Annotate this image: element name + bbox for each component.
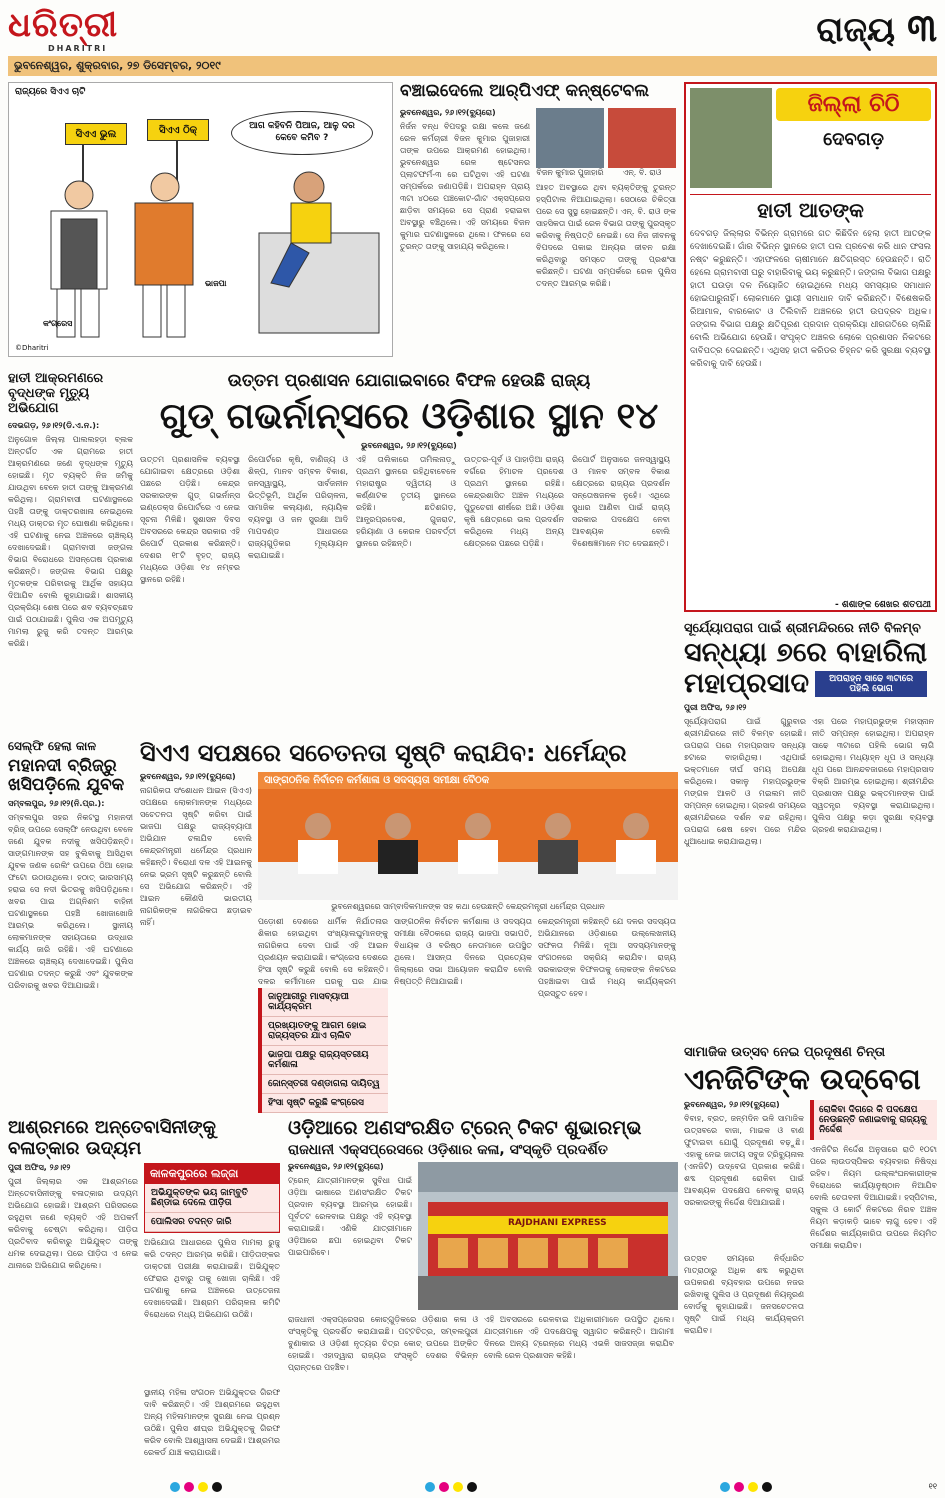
ashram-body-3: ସ୍ଥାନୀୟ ମହିଳା ସଂଗଠନ ଅଭିଯୁକ୍ତର ଗିରଫ ଦାବି କରିଛନ୍ତି। ଏହି ଆଶ୍ରମରେ ରହୁଥିବା ଅନ୍ୟ ମହିଳାମାନଙ୍କ ସୁରକ୍ଷା ନେଇ ପ୍ରଶ୍ନ ଉଠିଛି। ପୁଲିସ ଶୀଘ୍ର ଅଭିଯୁକ୍ତକୁ ଗିରଫ କରିବ ବୋଲି ଆଶ୍ୱାସନା ଦେଇଛି। ଆଶ୍ରମର ରେକର୍ଡ ଯାଞ୍ଚ କରାଯାଉଛି। xyxy=(144,1388,280,1458)
caa-body-4: କେନ୍ଦ୍ରମନ୍ତ୍ରୀ କହିଛନ୍ତି ଯେ ଦଳର ସଦସ୍ୟତା ଅଭିଯାନରେ ଓଡ଼ିଶାରେ ଉଲ୍ଲେଖନୀୟ ସଫଳତା ମିଳିଛି। ନୂଆ ସଦସ୍ୟମାନଙ୍କୁ ସଂଗଠନରେ ସକ୍ରିୟ କରାଯିବ। ରାଜ୍ୟ ସରକାରଙ୍କ ବିଫଳତାକୁ ଲୋକଙ୍କ ନିକଟରେ ପହଞ୍ଚାଇବା ପାଇଁ ମଧ୍ୟ କାର୍ଯ୍ୟକ୍ରମ ପ୍ରସ୍ତୁତ ହେବ। xyxy=(538,916,676,998)
caa-bullet: ପ୍ରଖ୍ୟାତଙ୍କୁ ଆଗମ ହୋଇ ରାଜ୍ୟସ୍ତର ଯାଏ ଚାଲିବ xyxy=(262,1017,388,1046)
jagannath-body-1: ସୂର୍ଯ୍ୟୋପରାଗ ପାଇଁ ଗୁରୁବାର ଶ୍ରୀମନ୍ଦିରରେ ନୀତି ବିଳମ୍ବ ହୋଇଛି। ଉପରାଗ ପରେ ମହାପ୍ରସାଦ ସନ୍ଧ୍ୟା ୭ଟାରେ ବାହାରିଥିଲା। ଏଥିପାଇଁ ଭକ୍ତମାନେ ଦୀର୍ଘ ସମୟ ଅପେକ୍ଷା କରିଥିଲେ। ସକାଳୁ ମହାପ୍ରଭୁଙ୍କ ମଙ୍ଗଳ ଆଳତି ଓ ମଇଲମ ନୀତି ସମ୍ପନ୍ନ ହୋଇଥିଲା। ଗ୍ରହଣ ସମୟରେ ଶ୍ରୀମନ୍ଦିରରେ ଦର୍ଶନ ବନ୍ଦ ରହିଥିଲା। ଉପରାଗ ଶେଷ ହେବା ପରେ ମନ୍ଦିର ଧୁଆଧୋଇ କରାଯାଇଥିଲା। xyxy=(684,717,806,847)
caa-photo-banner: ସାଙ୍ଗଠନିକ ନିର୍ବାଚନ କର୍ମଶାଳା ଓ ସଦସ୍ୟତା ସମୀକ୍ଷା ବୈଠକ xyxy=(258,772,678,789)
logo-subtitle: DHARITRI xyxy=(48,44,108,53)
caa-story xyxy=(140,740,678,1110)
caa-bullet-box xyxy=(258,988,388,1113)
train-illustration xyxy=(418,1162,678,1310)
ngt-body-1: ବିବାହ, ବ୍ରତ, ଜନ୍ମଦିନ ଭଳି ସାମାଜିକ ଉତ୍ସବରେ ବାଜା, ମାଇକ ଓ ବାଣ ଫୁଟାଇବା ଯୋଗୁଁ ପ୍ରଦୂଷଣ ବଢ଼ୁଛି। ଏହାକୁ ନେଇ ଜାତୀୟ ସବୁଜ ଟ୍ରିବ୍ୟୁନାଲ (ଏନଜିଟି) ଉଦ୍‌ବେଗ ପ୍ରକାଶ କରିଛି। ଶବ୍ଦ ପ୍ରଦୂଷଣ ରୋକିବା ପାଇଁ ଆବଶ୍ୟକ ପଦକ୍ଷେପ ନେବାକୁ ରାଜ୍ୟ ସରକାରଙ୍କୁ ନିର୍ଦ୍ଦେଶ ଦିଆଯାଇଛି। xyxy=(684,1114,804,1208)
jagannath-byline: ପୁରୀ ଅଫିସ, ୨୬।୧୨ xyxy=(684,703,747,713)
mahanadi-body: ସମ୍ବଲପୁର ସହର ନିକଟସ୍ଥ ମହାନଦୀ ବ୍ରିଜ୍ ଉପରେ ସେଲ୍‌ଫି ନେଉଥିବା ବେଳେ ଜଣେ ଯୁବକ ନଦୀକୁ ଖସିପଡ଼ିଛନ୍ତି। ସାଙ୍ଗମାନଙ୍କ ସହ ବୁଲିବାକୁ ଆସିଥିବା ଯୁବକ ଜଣକ ରେଲିଂ ଉପରେ ଠିଆ ହୋଇ ଫଟୋ ଉଠାଉଥିଲେ। ହଠାତ୍ ଭାରସାମ୍ୟ ହରାଇ ସେ ନଦୀ ଭିତରକୁ ଖସିପଡ଼ିଥିଲେ। ଖବର ପାଇ ଅଗ୍ନିଶମ ବାହିନୀ ଘଟଣାସ୍ଥଳରେ ପହଞ୍ଚି ଖୋଜାଖୋଜି ଆରମ୍ଭ କରିଥିଲେ। ସ୍ଥାନୀୟ ଲୋକମାନଙ୍କ ସହାୟତାରେ ଉଦ୍ଧାର କାର୍ଯ୍ୟ ଜାରି ରହିଛି। ଏହି ଘଟଣାରେ ଅଞ୍ଚଳରେ ଚାଞ୍ଚଲ୍ୟ ଦେଖାଦେଇଛି। ପୁଲିସ ଘଟଣାର ତଦନ୍ତ କରୁଛି ଏବଂ ଯୁବକଙ୍କ ପରିବାରକୁ ଖବର ଦିଆଯାଇଛି। xyxy=(8,812,133,990)
rpf-photo-1-caption: ବିଜନ କୁମାର ପୁଜାହାରି xyxy=(536,167,604,177)
jagannath-headline-2: ମହାପ୍ରସାଦ xyxy=(684,667,810,699)
train-byline: ଭୁବନେଶ୍ୱର, ୨୬।୧୨(ବ୍ୟୁରୋ) xyxy=(288,1161,384,1171)
ngt-byline: ଭୁବନେଶ୍ୱର, ୨୬।୧୨(ବ୍ୟୁରୋ) xyxy=(684,1100,780,1110)
footer-color-marks-left xyxy=(170,1482,222,1492)
district-headline: ହାତୀ ଆତଙ୍କ xyxy=(690,194,931,222)
governance-headline: ଗୁଡ୍ ଗଭର୍ନାନ୍ସରେ ଓଡ଼ିଶାର ସ୍ଥାନ ୧୪ xyxy=(159,395,659,437)
caa-bullet: ଜୋନ୍‌ସ୍ତରୀ ଦଣ୍ଡାଗଲା ଦାୟିତ୍ୱ xyxy=(262,1075,388,1094)
governance-body-2: ରିପୋର୍ଟରେ କୃଷି, ବାଣିଜ୍ୟ ଓ ଶିଳ୍ପ, ମାନବ ସମ୍ବଳ ବିକାଶ, ଜନସ୍ୱାସ୍ଥ୍ୟ, ସାର୍ବଜନୀନ ଭିତ୍ତିଭୂମି, ଆର୍ଥିକ ପରିଚାଳନା, ସାମାଜିକ କଲ୍ୟାଣ, ନ୍ୟାୟିକ ବ୍ୟବସ୍ଥା ଓ ଜନ ସୁରକ୍ଷା ଆଦି ମାପଦଣ୍ଡ ଆଧାରରେ ରାଜ୍ୟଗୁଡ଼ିକର ମୂଲ୍ୟାୟନ କରାଯାଇଛି। xyxy=(248,454,348,560)
governance-body-1: ଉତ୍ତମ ପ୍ରଶାସନିକ ବ୍ୟବସ୍ଥା ଯୋଗାଇବା କ୍ଷେତ୍ରରେ ଓଡ଼ିଶା ପଛରେ ପଡ଼ିଛି। କେନ୍ଦ୍ର ସରକାରଙ୍କ ଗୁଡ୍ ଗଭର୍ନାନ୍ସ ଇଣ୍ଡେକ୍ସ ରିପୋର୍ଟରେ ଏ ନେଇ ସୂଚନା ମିଳିଛି। ସୁଶାସନ ଦିବସ ଅବସରରେ କେନ୍ଦ୍ର ସରକାର ଏହି ରିପୋର୍ଟ ପ୍ରକାଶ କରିଛନ୍ତି। ଦେଶର ୧୮ଟି ବୃହତ୍ ରାଜ୍ୟ ମଧ୍ୟରେ ଓଡ଼ିଶା ୧୪ ନମ୍ବର ସ୍ଥାନରେ ରହିଛି। xyxy=(140,454,240,584)
governance-body-3: ଏହି ତାଲିକାରେ ତାମିଲନାଡ଼ୁ ପ୍ରଥମ ସ୍ଥାନରେ ରହିଥିବାବେଳେ ମହାରାଷ୍ଟ୍ର ଦ୍ୱିତୀୟ ଓ କର୍ଣ୍ଣାଟକ ତୃତୀୟ ସ୍ଥାନରେ ରହିଛି। ଛତିଶଗଡ଼, ଆନ୍ଧ୍ରପ୍ରଦେଶ, ଗୁଜରାଟ, ହରିୟାଣା ଓ କେରଳ ପରବର୍ତ୍ତୀ ସ୍ଥାନରେ ରହିଛନ୍ତି। xyxy=(356,454,456,548)
page-number: ୩ xyxy=(907,6,937,50)
train-body-3: ଏହି ଅବସରରେ ରେଳବାଇ ଅଧିକାରୀମାନେ ଉପସ୍ଥିତ ଥିଲେ। ଯାତ୍ରୀମାନେ ଏହି ପଦକ୍ଷେପକୁ ସ୍ୱାଗତ କରିଛନ୍ତି। ଆଗାମୀ ଦିନରେ ଅନ୍ୟ ଟ୍ରେନ୍‌ରେ ମଧ୍ୟ ଏଭଳି ସାଜସଜ୍ଜା କରାଯିବ ବୋଲି ରେଳ ପ୍ରଶାସନ କହିଛି। xyxy=(484,1314,674,1360)
section-label: ରାଜ୍ୟ xyxy=(816,10,895,50)
cartoon-label-congress: କଂଗ୍ରେସ xyxy=(43,319,73,328)
ngt-body-3: ଏନଜିଟିର ନିର୍ଦ୍ଦେଶ ଅନୁସାରେ ରାତି ୧୦ଟା ପରେ ଲାଉଡସ୍ପିକର ବ୍ୟବହାର ନିଷିଦ୍ଧ ରହିବ। ନିୟମ ଉଲ୍ଲଂଘନକାରୀଙ୍କ ବିରୋଧରେ କାର୍ଯ୍ୟାନୁଷ୍ଠାନ ନିଆଯିବ ବୋଲି ଚେତାବନୀ ଦିଆଯାଇଛି। ହସ୍ପିଟାଲ, ସ୍କୁଲ ଓ କୋର୍ଟ ନିକଟରେ ନିରବ ଅଞ୍ଚଳ ନିୟମ କଡ଼ାକଡ଼ି ଭାବେ ଲାଗୁ ହେବ। ଏହି ନିର୍ଦ୍ଦେଶର କାର୍ଯ୍ୟକାରିତା ଉପରେ ନିୟମିତ ସମୀକ୍ଷା କରାଯିବ। xyxy=(810,1145,937,1251)
train-photo xyxy=(418,1162,678,1310)
rpf-story xyxy=(400,82,676,362)
mahanadi-headline: ମହାନଦୀ ବ୍ରିଜ୍‌ରୁ ଖସିପଡ଼ିଲେ ଯୁବକ xyxy=(8,755,125,796)
dateline: ଭୁବନେଶ୍ୱର, ଶୁକ୍ରବାର, ୨୭ ଡିସେମ୍ବର, ୨୦୧୯ xyxy=(8,56,937,76)
jagannath-kicker: ସୂର୍ଯ୍ୟୋପରାଗ ପାଇଁ ଶ୍ରୀମନ୍ଦିରରେ ନୀତି ବିଳମ୍ବ xyxy=(684,621,921,636)
footer-page-code: ୧୧ xyxy=(928,1482,937,1491)
rpf-byline: ଭୁବନେଶ୍ୱର, ୨୬।୧୨(ବ୍ୟୁରୋ) xyxy=(400,107,496,117)
district-banner: ଜିଲ୍ଲା ଚିଠି xyxy=(776,88,931,121)
train-label: RAJDHANI EXPRESS xyxy=(508,1217,607,1228)
ngt-sidebar: ରୋକିବା ଦିଗରେ କି ପଦକ୍ଷେପ ନେଉଛନ୍ତି ଜଣାଇବାକୁ ରାଜ୍ୟକୁ ନିର୍ଦ୍ଦେଶ xyxy=(810,1100,937,1140)
footer-color-marks-center xyxy=(425,1482,477,1492)
cartoon-sign-1: ସିଏଏ ଭୁଲ xyxy=(65,123,127,145)
rpf-photo-2-caption: ଏନ୍. ବି. ରାଓ xyxy=(622,167,662,177)
governance-body-5: ରିପୋର୍ଟ ଅନୁସାରେ ଜନସ୍ୱାସ୍ଥ୍ୟ ଓ ମାନବ ସମ୍ବଳ ବିକାଶ କ୍ଷେତ୍ରରେ ରାଜ୍ୟର ପ୍ରଦର୍ଶନ ସନ୍ତୋଷଜନକ ନୁହେଁ। ଏଥିରେ ସୁଧାର ଆଣିବା ପାଇଁ ରାଜ୍ୟ ସରକାର ପଦକ୍ଷେପ ନେବା ଆବଶ୍ୟକ ବୋଲି ବିଶେଷଜ୍ଞମାନେ ମତ ଦେଇଛନ୍ତି। xyxy=(572,454,670,548)
ashram-body-1: ପୁରୀ ଜିଲ୍ଲାର ଏକ ଆଶ୍ରମରେ ଅନ୍ତେବାସିନୀଙ୍କୁ ବଳାତ୍କାର ଉଦ୍ୟମ ଅଭିଯୋଗ ହୋଇଛି। ଆଶ୍ରମ ପରିସରରେ ରହୁଥିବା ଜଣେ ବ୍ୟକ୍ତି ଏହି ଅପକର୍ମ କରିବାକୁ ଚେଷ୍ଟା କରିଥିଲା। ପୀଡ଼ିତା ପ୍ରତିବାଦ କରିବାରୁ ଅଭିଯୁକ୍ତ ତାଙ୍କୁ ଧମକ ଦେଇଥିଲା। ପରେ ପୀଡ଼ିତା ଏ ନେଇ ଥାନାରେ ଅଭିଯୋଗ କରିଥିଲେ। xyxy=(8,1177,138,1271)
elephant-death-headline: ହାତୀ ଆକ୍ରମଣରେ ବୃଦ୍ଧଙ୍କ ମୃତ୍ୟୁ ଅଭିଯୋଗ xyxy=(8,371,104,416)
footer-color-marks-right xyxy=(720,1482,772,1492)
train-body-2: ରାଜଧାନୀ ଏକ୍ସପ୍ରେସର କୋଚ୍‌ଗୁଡ଼ିକରେ ଓଡ଼ିଶାର କଳା ଓ ସଂସ୍କୃତିକୁ ପ୍ରଦର୍ଶିତ କରାଯାଇଛି। ପଟ୍ଟଚିତ୍ର, ସମ୍ବଲପୁରୀ ବୁଣାକାର ଓ ଓଡ଼ିଶୀ ନୃତ୍ୟର ଚିତ୍ର କୋଚ୍ ଉପରେ ଅଙ୍କିତ ହୋଇଛି। ଏହାଦ୍ୱାରା ରାଜ୍ୟର ସଂସ୍କୃତି ଦେଶର ବିଭିନ୍ନ ପ୍ରାନ୍ତରେ ପହଞ୍ଚିବ। xyxy=(288,1314,478,1372)
ashram-body-2: ଅଭିଯୋଗ ଆଧାରରେ ପୁଲିସ ମାମଲା ରୁଜୁ କରି ତଦନ୍ତ ଆରମ୍ଭ କରିଛି। ପୀଡ଼ିତାଙ୍କର ଡାକ୍ତରୀ ପରୀକ୍ଷା କରାଯାଇଛି। ଅଭିଯୁକ୍ତ ଫେରାର ଥିବାରୁ ତାକୁ ଖୋଜା ଚାଲିଛି। ଏହି ଘଟଣାକୁ ନେଇ ଅଞ୍ଚଳରେ ଉତ୍ତେଜନା ଦେଖାଦେଇଛି। ଆଶ୍ରମ ପରିଚାଳନା କମିଟି ବିରୋଧରେ ମଧ୍ୟ ଅଭିଯୋଗ ଉଠିଛି। xyxy=(144,1238,280,1320)
train-headline: ଓଡ଼ିଆରେ ଅଣସଂରକ୍ଷିତ ଟ୍ରେନ୍ ଟିକଟ ଶୁଭାରମ୍ଭ xyxy=(288,1117,642,1139)
ashram-sidebar-item: ଅଭିଯୁକ୍ତଙ୍କ ଭୟ ଜାମ୍ବୁତି ଛିଣ୍ଡାଇ ଦେଲେ ପୀଡ଼ିତା xyxy=(145,1184,279,1213)
mahanadi-story xyxy=(8,740,133,1110)
train-story xyxy=(288,1118,678,1468)
rpf-photo-1 xyxy=(536,108,604,168)
cartoon xyxy=(8,82,393,357)
cartoon-label: ରାଜ୍ୟରେ ସିଏଏ ଚାଟି xyxy=(15,87,86,97)
ashram-story xyxy=(8,1118,280,1468)
mahanadi-kicker: ସେଲ୍‌ଫି ହେଲା କାଳ xyxy=(8,739,97,753)
caa-bullet: ଜାନୁଆରୀରୁ ମାସବ୍ୟାପୀ କାର୍ଯ୍ୟକ୍ରମ xyxy=(262,988,388,1017)
ngt-story xyxy=(684,1046,937,1466)
district-author: - ଶଶାଙ୍କ ଶେଖର ଶତପଥୀ xyxy=(835,600,931,610)
district-photo xyxy=(690,88,772,188)
jagannath-headline-1: ସନ୍ଧ୍ୟା ୭ରେ ବାହାରିଲା xyxy=(684,636,928,668)
caa-bullet: ଭାଜପା ପକ୍ଷରୁ ରାଜ୍ୟସ୍ତରୀୟ କର୍ମଶାଳା xyxy=(262,1046,388,1075)
cartoon-speech-bubble: ଆଗ କହିବନି ପିଆଜ, ଆଳୁ ଦର କେବେ କମିବ ? xyxy=(231,111,373,155)
caa-bullet: ହିଂସା ସୃଷ୍ଟି କରୁଛି କଂଗ୍ରେସ xyxy=(262,1094,388,1113)
elephant-death-byline: ଦେଭଗଡ଼, ୨୬।୧୨(ଡି.ଏ.ନ.): xyxy=(8,420,100,430)
ashram-byline: ପୁରୀ ଅଫିସ, ୨୬।୧୨ xyxy=(8,1163,71,1173)
cartoon-figures xyxy=(9,83,393,357)
ashram-sidebar-title: କାଳକପୁରରେ ଲଜ୍ଜା xyxy=(145,1164,279,1184)
caa-headline: ସିଏଏ ସପକ୍ଷରେ ସଚେତନତା ସୃଷ୍ଟି କରାଯିବ: ଧର୍ମେନ୍ଦ୍ର xyxy=(140,739,627,767)
cartoon-credit: ©Dharitri xyxy=(15,344,49,352)
jagannath-body-2: ଏହା ପରେ ମହାପ୍ରଭୁଙ୍କ ମହାସ୍ନାନ ନୀତି ସମ୍ପନ୍ନ ହୋଇଥିଲା। ଅପରାହ୍ନ ସାଢେ ୩ଟାରେ ପହିଲି ଭୋଗ ଲାଗି ହୋଇଥିଲା। ମଧ୍ୟାହ୍ନ ଧୂପ ଓ ସନ୍ଧ୍ୟା ଧୂପ ପରେ ଆନନ୍ଦବଜାରରେ ମହାପ୍ରସାଦ ବିକ୍ରି ଆରମ୍ଭ ହୋଇଥିଲା। ଶ୍ରୀମନ୍ଦିର ପ୍ରଶାସନ ପକ୍ଷରୁ ଭକ୍ତମାନଙ୍କ ପାଇଁ ସ୍ୱତନ୍ତ୍ର ବ୍ୟବସ୍ଥା କରାଯାଇଥିଲା। ପୁଲିସ ପକ୍ଷରୁ କଡ଼ା ସୁରକ୍ଷା ବ୍ୟବସ୍ଥା ଗ୍ରହଣ କରାଯାଇଥିଲା। xyxy=(812,717,934,835)
mahanadi-byline: ସମ୍ବଲପୁର, ୨୬।୧୨(ନି.ପ୍ର.): xyxy=(8,798,105,808)
jagannath-tag: ଅପରାହ୍ନ ସାଢେ ୩ଟାରେ ପହିଲି ଭୋଗ xyxy=(815,671,927,697)
logo-text: ଧରିତ୍ରୀ xyxy=(8,5,119,45)
governance-body-4: ଉତ୍ତର-ପୂର୍ବ ଓ ପାହାଡ଼ିଆ ରାଜ୍ୟ ବର୍ଗରେ ହିମାଚଳ ପ୍ରଦେଶ ପ୍ରଥମ ସ୍ଥାନରେ ରହିଛି। କେନ୍ଦ୍ରଶାସିତ ଅଞ୍ଚଳ ମଧ୍ୟରେ ପୁଡୁଚେରୀ ଶୀର୍ଷରେ ଅଛି। ଓଡ଼ିଶା କୃଷି କ୍ଷେତ୍ରରେ ଭଲ ପ୍ରଦର୍ଶନ କରିଥିଲେ ମଧ୍ୟ ଅନ୍ୟ କ୍ଷେତ୍ରରେ ପଛରେ ପଡ଼ିଛି। xyxy=(464,454,564,548)
ashram-sidebar xyxy=(144,1163,280,1233)
train-body-1: ଟ୍ରେନ୍ ଯାତ୍ରୀମାନଙ୍କ ସୁବିଧା ପାଇଁ ଓଡ଼ିଆ ଭାଷାରେ ଅଣସଂରକ୍ଷିତ ଟିକଟ ପ୍ରଦାନ ବ୍ୟବସ୍ଥା ଆରମ୍ଭ ହୋଇଛି। ପୂର୍ବତଟ ରେଳବାଇ ପକ୍ଷରୁ ଏହି ବ୍ୟବସ୍ଥା କରାଯାଇଛି। ଏଣିକି ଯାତ୍ରୀମାନେ ଓଡ଼ିଆରେ ଛପା ହୋଇଥିବା ଟିକଟ ପାଇପାରିବେ। xyxy=(288,1175,412,1257)
cartoon-label-bjp: ଭାଜପା xyxy=(205,279,227,288)
caa-body-2: ପଡ଼ୋଶୀ ଦେଶରେ ଧାର୍ମିକ ନିର୍ଯାତନାର ଶିକାର ହୋଇଥିବା ସଂଖ୍ୟାଲଘୁମାନଙ୍କୁ ନାଗରିକତା ଦେବା ପାଇଁ ଏହି ଆଇନ ପ୍ରଣୟନ କରାଯାଇଛି। କଂଗ୍ରେସ ଦେଶରେ ହିଂସା ସୃଷ୍ଟି କରୁଛି ବୋଲି ସେ କହିଛନ୍ତି। ଦଳର କର୍ମୀମାନେ ଘରକୁ ଘର ଯାଇ xyxy=(258,916,388,986)
ngt-body-2: ଉତ୍ସବ ସମୟରେ ନିର୍ଦ୍ଧାରିତ ମାତ୍ରାଠାରୁ ଅଧିକ ଶବ୍ଦ କରୁଥିବା ଉପକରଣ ବ୍ୟବହାର ଉପରେ ନଜର ରଖିବାକୁ ପୁଲିସ ଓ ପ୍ରଦୂଷଣ ନିୟନ୍ତ୍ରଣ ବୋର୍ଡକୁ କୁହାଯାଇଛି। ଜନସଚେତନତା ସୃଷ୍ଟି ପାଇଁ ମଧ୍ୟ କାର୍ଯ୍ୟକ୍ରମ କରାଯିବ। xyxy=(684,1254,804,1336)
rpf-photo-2 xyxy=(608,108,676,168)
good-governance-story xyxy=(140,372,678,732)
caa-body-3: ସାଙ୍ଗଠନିକ ନିର୍ବାଚନ କର୍ମଶାଳା ଓ ସଦସ୍ୟତା ସମୀକ୍ଷା ବୈଠକରେ ରାଜ୍ୟ ଭାଜପା ସଭାପତି, ବିଧାୟକ ଓ ବରିଷ୍ଠ ନେତାମାନେ ଉପସ୍ଥିତ ଥିଲେ। ଆସନ୍ତା ଦିନରେ ପ୍ରତ୍ୟେକ ଜିଲ୍ଲାରେ ସଭା ଆୟୋଜନ କରାଯିବ ବୋଲି ନିଷ୍ପତ୍ତି ନିଆଯାଇଛି। xyxy=(394,916,532,986)
ngt-kicker: ସାମାଜିକ ଉତ୍ସବ ନେଇ ପ୍ରଦୂଷଣ ଚିନ୍ତା xyxy=(684,1045,886,1060)
district-name: ଦେବଗଡ଼ xyxy=(823,129,884,150)
elephant-death-story xyxy=(8,372,133,734)
caa-byline: ଭୁବନେଶ୍ୱର, ୨୬।୧୨(ବ୍ୟୁରୋ) xyxy=(140,771,236,781)
caa-photo-people xyxy=(258,792,678,900)
governance-byline: ଭୁବନେଶ୍ୱର, ୨୬।୧୨(ବ୍ୟୁରୋ) xyxy=(361,440,457,450)
cartoon-sign-2: ସିଏଏ ଠିକ୍ xyxy=(147,119,209,141)
rpf-headline: ବଞ୍ଚାଇଦେଲେ ଆର୍‌ପିଏଫ୍ କନ୍‌ଷ୍ଟେବଲ xyxy=(400,81,650,101)
jagannath-story xyxy=(684,622,937,1042)
train-subhead: ରାଜଧାନୀ ଏକ୍ସପ୍ରେସରେ ଓଡ଼ିଶାର କଳା, ସଂସ୍କୃତି ପ୍ରଦର୍ଶିତ xyxy=(288,1141,608,1158)
ngt-headline: ଏନଜିଟିଙ୍କ ଉଦ୍‌ବେଗ xyxy=(684,1061,921,1096)
ashram-headline: ଆଶ୍ରମରେ ଅନ୍ତେବାସିନୀଙ୍କୁ ବଳାତ୍କାର ଉଦ୍ୟମ xyxy=(8,1117,216,1159)
ashram-sidebar-item: ପୋଲିସର ତଦନ୍ତ ଜାରି xyxy=(145,1213,279,1232)
governance-kicker: ଉତ୍ତମ ପ୍ରଶାସନ ଯୋଗାଇବାରେ ବିଫଳ ହେଉଛି ରାଜ୍ୟ xyxy=(227,371,591,391)
elephant-death-body: ଅନୁଗୋଳ ଜିଲ୍ଲା ପାଲଲହଡ଼ା ବ୍ଲକ ଅନ୍ତର୍ଗତ ଏକ ଗ୍ରାମରେ ହାତୀ ଆକ୍ରମଣରେ ଜଣେ ବୃଦ୍ଧଙ୍କ ମୃତ୍ୟୁ ହୋଇଛି। ମୃତ ବ୍ୟକ୍ତି ନିଜ ଜମିକୁ ଯାଉଥିବା ବେଳେ ହାତୀ ତାଙ୍କୁ ଆକ୍ରମଣ କରିଥିଲା। ଗ୍ରାମବାସୀ ଘଟଣାସ୍ଥଳରେ ପହଞ୍ଚି ତାଙ୍କୁ ଡାକ୍ତରଖାନା ନେଇଥିଲେ ମଧ୍ୟ ଡାକ୍ତର ମୃତ ଘୋଷଣା କରିଥିଲେ। ଏହି ଘଟଣାକୁ ନେଇ ଅଞ୍ଚଳରେ ଚାଞ୍ଚଲ୍ୟ ଦେଖାଦେଇଛି। ଗ୍ରାମବାସୀ ଜଙ୍ଗଲ ବିଭାଗ ବିରୋଧରେ ଅସନ୍ତୋଷ ପ୍ରକାଶ କରିଛନ୍ତି। ଜଙ୍ଗଲ ବିଭାଗ ପକ୍ଷରୁ ମୃତକଙ୍କ ପରିବାରକୁ ଆର୍ଥିକ ସହାୟତା ଦିଆଯିବ ବୋଲି କୁହାଯାଇଛି। ଶାସକୀୟ ପ୍ରକ୍ରିୟା ଶେଷ ପରେ ଶବ ବ୍ୟବଚ୍ଛେଦ ପାଇଁ ପଠାଯାଇଛି। ପୁଲିସ ଏକ ଅପମୃତ୍ୟୁ ମାମଲା ରୁଜୁ କରି ତଦନ୍ତ ଆରମ୍ଭ କରିଛି। xyxy=(8,434,133,648)
rpf-body-1: ନିର୍ଜନ ବନ୍ଧ ବିପଦରୁ ରକ୍ଷା କଲେ ଜଣେ ରେଳ କର୍ମଚାରୀ ବିଜନ କୁମାର ପୁଜାହାରୀ ତାଙ୍କ ଉପରେ ଆକ୍ରମଣ ହୋଇଥିଲା। ଭୁବନେଶ୍ୱର ରେଳ ଷ୍ଟେସନର ପ୍ଲାଟଫର୍ମ-୩ ରେ ଘଟିଥିବା ଏହି ଘଟଣା ସମ୍ପର୍କରେ ଜଣାପଡ଼ିଛି। ଅପରାହ୍ନ ପ୍ରାୟ ୩ଟା ୪୦ରେ ପଞ୍ଚକୋଟ-ଗାଁଟ ଏକ୍ସପ୍ରେସ ଛାଡ଼ିବା ସମୟରେ ସେ ପ୍ରାଣ ହରାଇବା ଅବସ୍ଥାରୁ ବଞ୍ଚିଥିଲେ। ଏହି ସମୟରେ ବିଜନ କୁମାର ଘଟଣାସ୍ଥଳରେ ଥିଲେ। ଫଳରେ ସେ ତୁରନ୍ତ ତାଙ୍କୁ ସାହାଯ୍ୟ କରିଥିଲେ। xyxy=(400,121,530,251)
district-body: ଦେବଗଡ଼ ଜିଲ୍ଲାର ବିଭିନ୍ନ ଗ୍ରାମରେ ଗତ କିଛିଦିନ ହେଲା ହାତୀ ଆତଙ୍କ ଦେଖାଦେଇଛି। ଗାଁର ବିଭିନ୍ନ ସ୍ଥାନରେ ହାତୀ ପଲ ପ୍ରବେଶ କରି ଧାନ ଫସଲ ନଷ୍ଟ କରୁଛନ୍ତି। ଏହାଫଳରେ ଚାଷୀମାନେ କ୍ଷତିଗ୍ରସ୍ତ ହେଉଛନ୍ତି। ରାତି ହେଲେ ଗ୍ରାମବାସୀ ଘରୁ ବାହାରିବାକୁ ଭୟ କରୁଛନ୍ତି। ଜଙ୍ଗଲ ବିଭାଗ ପକ୍ଷରୁ ହାତୀ ଘଉଡ଼ା ଦଳ ନିୟୋଜିତ ହୋଇଥିଲେ ମଧ୍ୟ ସମସ୍ୟାର ସମାଧାନ ହୋଇପାରୁନାହିଁ। ଲୋକମାନେ ସ୍ଥାୟୀ ସମାଧାନ ଦାବି କରିଛନ୍ତି। ବିଶେଷକରି ରିଆମାଳ, ବାରକୋଟ ଓ ତିଲିବାନି ଅଞ୍ଚଳରେ ହାତୀ ଉପଦ୍ରବ ଅଧିକ। ଜଙ୍ଗଲ ବିଭାଗ ପକ୍ଷରୁ କ୍ଷତିପୂରଣ ପ୍ରଦାନ ପ୍ରକ୍ରିୟା ଧୀରଗତିରେ ଚାଲିଛି ବୋଲି ଅଭିଯୋଗ ହେଉଛି। ସଂପୃକ୍ତ ଅଞ୍ଚଳର ଲୋକେ ପ୍ରଶାସନ ନିକଟରେ ଦାବିପତ୍ର ଦେଇଛନ୍ତି। ଏଥିସହ ହାତୀ କରିଡର ଚିହ୍ନଟ କରି ସୁରକ୍ଷା ବ୍ୟବସ୍ଥା କରିବାକୁ ଦାବି ହେଉଛି। xyxy=(690,229,931,369)
masthead-logo xyxy=(8,6,168,54)
caa-body-1: ନାଗରିକତା ସଂଶୋଧନ ଆଇନ (ସିଏଏ) ସପକ୍ଷରେ ଲୋକମାନଙ୍କ ମଧ୍ୟରେ ସଚେତନତା ସୃଷ୍ଟି କରିବା ପାଇଁ ଭାଜପା ପକ୍ଷରୁ ରାଜ୍ୟବ୍ୟାପୀ ଅଭିଯାନ ଚଳାଯିବ ବୋଲି କେନ୍ଦ୍ରମନ୍ତ୍ରୀ ଧର୍ମେନ୍ଦ୍ର ପ୍ରଧାନ କହିଛନ୍ତି। ବିରୋଧୀ ଦଳ ଏହି ଆଇନକୁ ନେଇ ଭ୍ରମ ସୃଷ୍ଟି କରୁଛନ୍ତି ବୋଲି ସେ ଅଭିଯୋଗ କରିଛନ୍ତି। ଏହି ଆଇନ କୌଣସି ଭାରତୀୟ ନାଗରିକଙ୍କ ନାଗରିକତା ଛଡ଼ାଇବ ନାହିଁ। xyxy=(140,785,252,927)
caa-photo xyxy=(258,772,678,900)
rpf-body-2: ଆହତ ଅବସ୍ଥାରେ ଥିବା ବ୍ୟକ୍ତିଙ୍କୁ ତୁରନ୍ତ ହସ୍ପିଟାଲ ନିଆଯାଇଥିଲା। ସେଠାରେ ଚିକିତ୍ସା ପରେ ସେ ସୁସ୍ଥ ହୋଇଛନ୍ତି। ଏନ୍. ବି. ରାଓ ଙ୍କ ସାହସିକତା ପାଇଁ ରେଳ ବିଭାଗ ତାଙ୍କୁ ପୁରସ୍କୃତ କରିବାକୁ ନିଷ୍ପତ୍ତି ନେଇଛି। ସେ ନିଜ ଜୀବନକୁ ବିପଦରେ ପକାଇ ଅନ୍ୟର ଜୀବନ ରକ୍ଷା କରିଥିବାରୁ ସମସ୍ତେ ତାଙ୍କୁ ପ୍ରଶଂସା କରିଛନ୍ତି। ଘଟଣା ସମ୍ପର୍କରେ ରେଳ ପୁଲିସ ତଦନ୍ତ ଆରମ୍ଭ କରିଛି। xyxy=(536,182,676,288)
district-letter-box xyxy=(684,82,937,612)
caa-photo-caption: ଭୁବନେଶ୍ୱରରେ ସାମ୍ବାଦିକମାନଙ୍କ ସହ କଥା ହେଉଛନ୍ତି କେନ୍ଦ୍ରମନ୍ତ୍ରୀ ଧର୍ମେନ୍ଦ୍ର ପ୍ରଧାନ xyxy=(331,901,605,911)
